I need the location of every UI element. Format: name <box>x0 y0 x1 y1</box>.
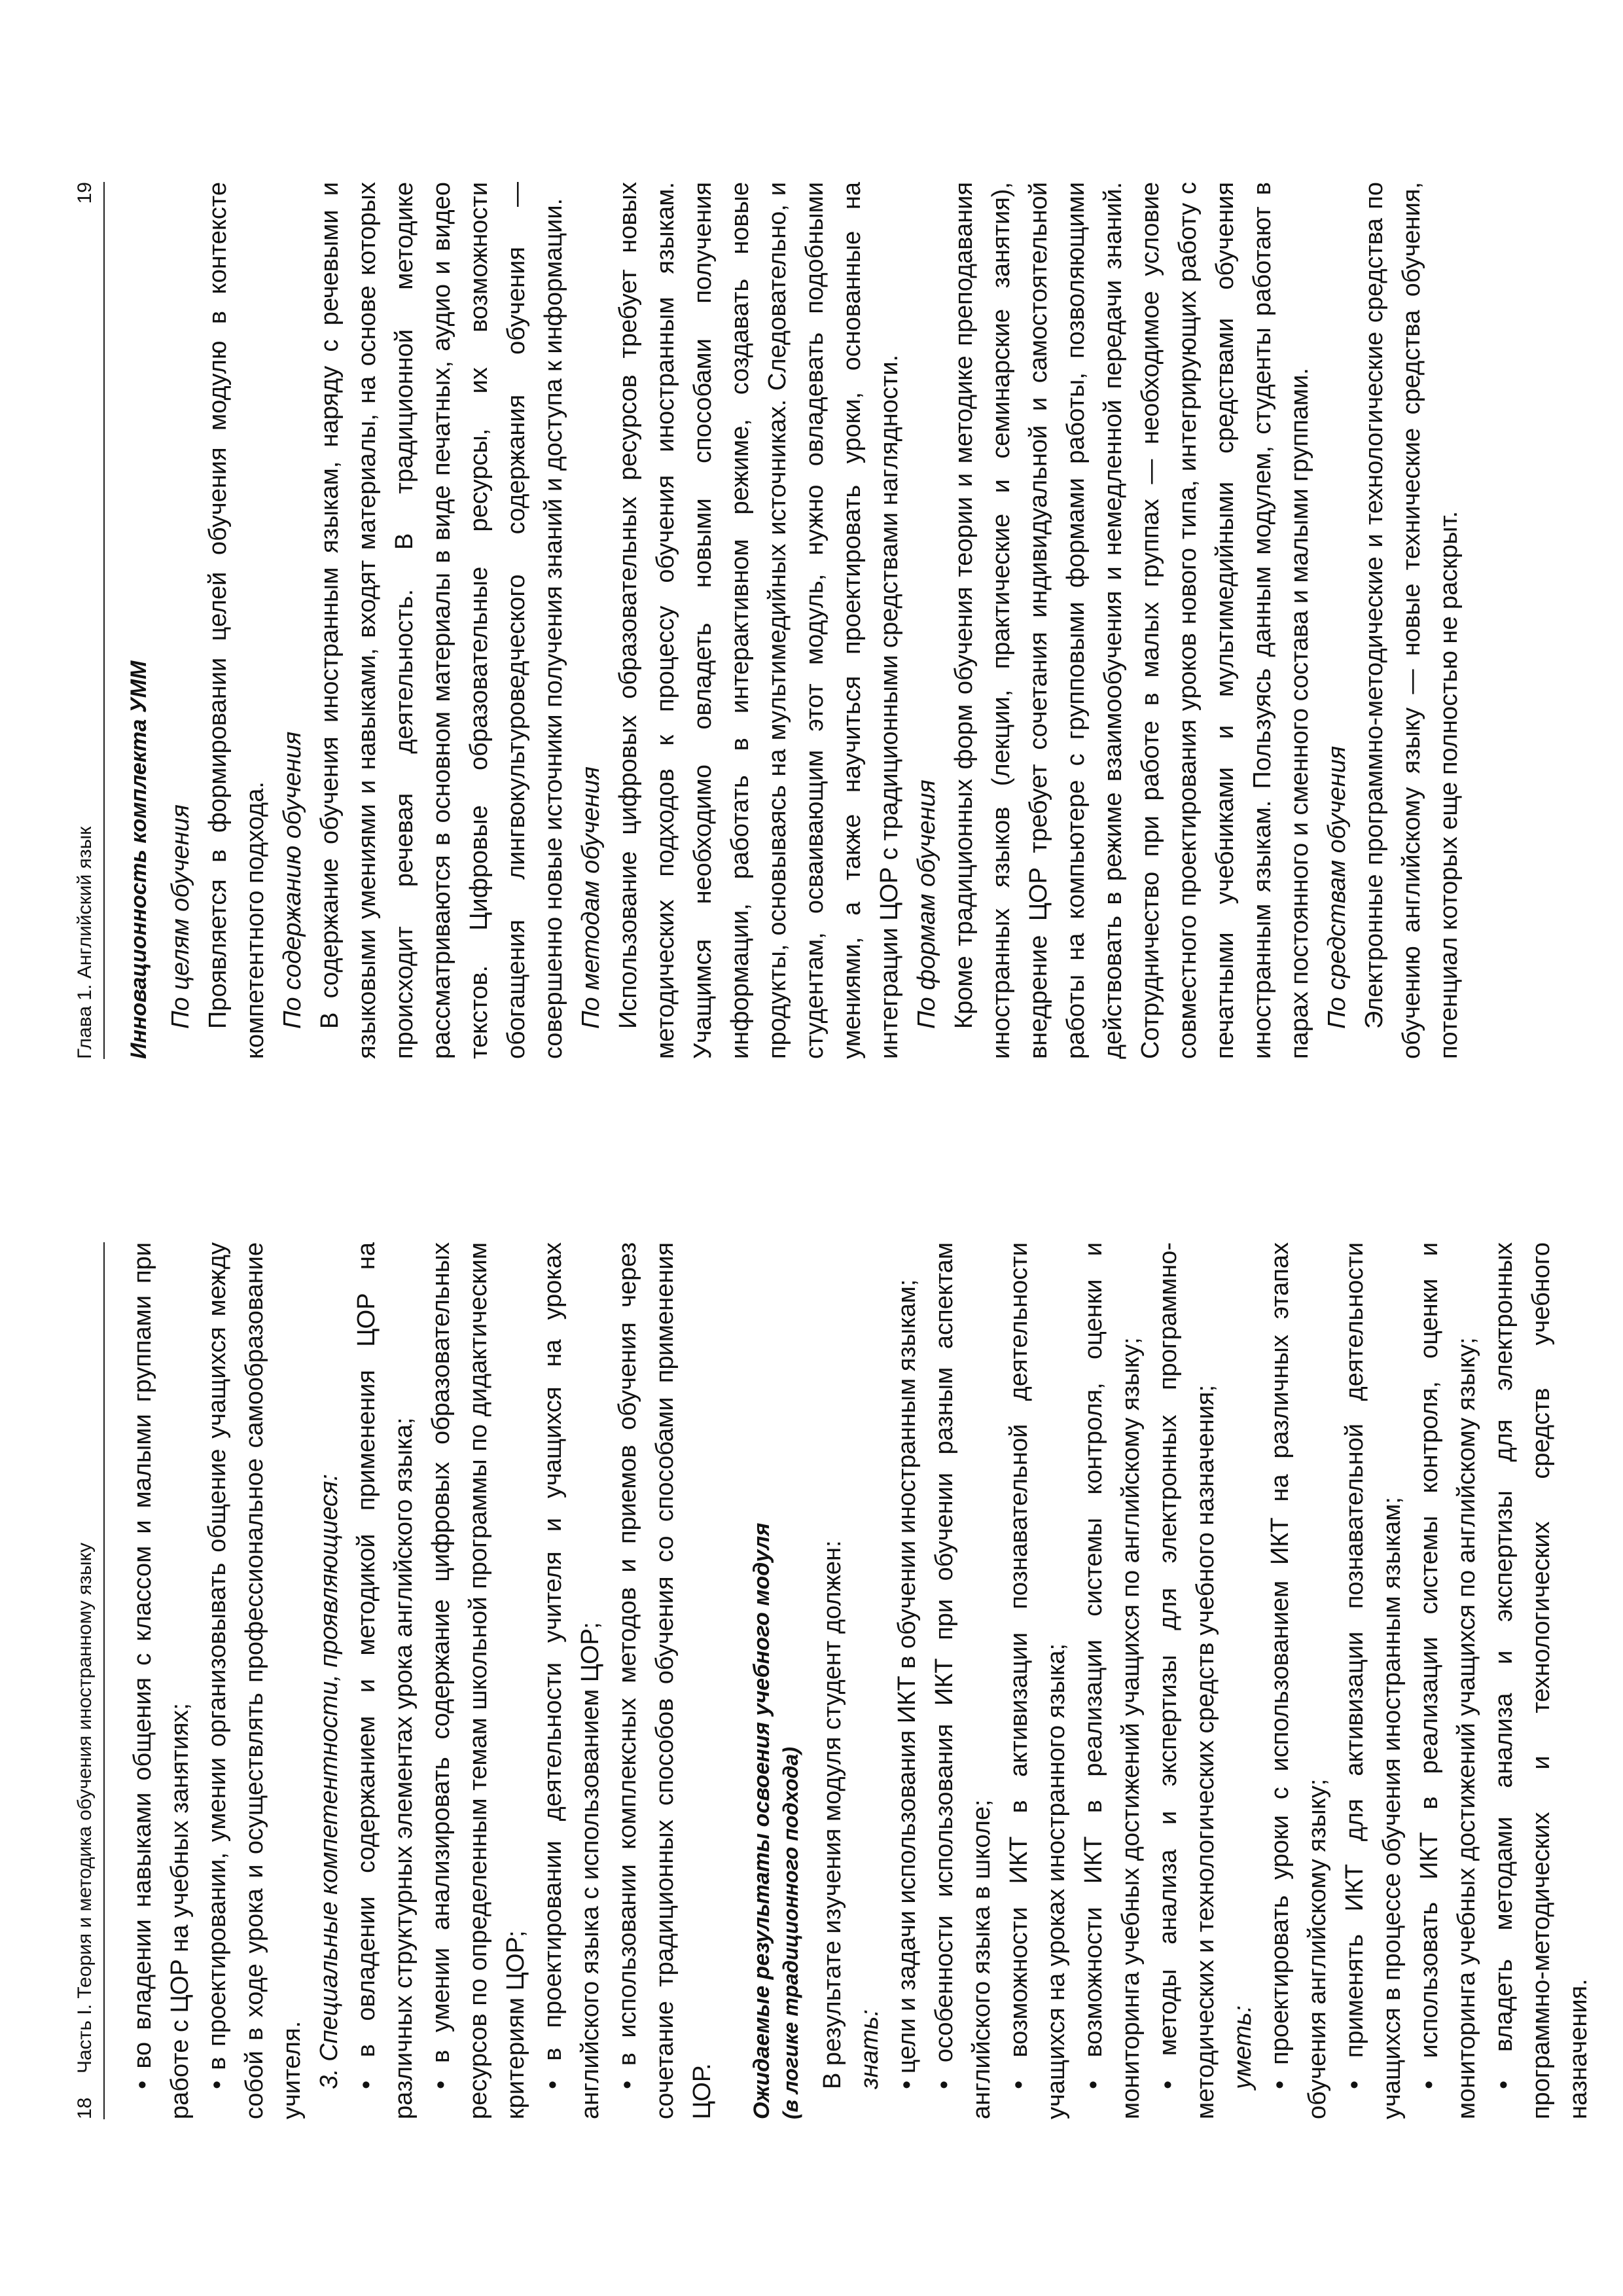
paragraph: • в проектировании деятельности учителя и учащихся на уроках английского языка с использованием ЦОР; <box>539 1242 604 2119</box>
paragraph: Использование цифровых образовательных ресурсов требует новых методических подходов к процессу обучения иностранным языкам. Учащимся необходимо овладеть новыми способами получения информации, работать в интерактивном режиме, создавать новые продукты, основываясь на мультимедийных источниках. Следовательно, и студентам, осваивающим этот модуль, нужно овладевать подобными умениями, а также научиться проектировать уроки, основанные на интеграции ЦОР с традиционными средствами наглядности. <box>615 182 903 1059</box>
paragraph: По методам обучения <box>577 766 605 1029</box>
paragraph: Проявляется в формировании целей обучения модулю в контексте компетентного подхода. <box>204 182 269 1059</box>
paragraph: По целям обучения <box>167 804 194 1029</box>
paragraph: • цели и задачи использования ИКТ в обучении иностранным языкам; <box>893 1279 921 2089</box>
paragraph: Электронные программно-методические и технологические средства по обучению английскому языку — новые технические средства обучения, потенциал которых еще полностью не раскрыт. <box>1361 182 1463 1059</box>
paragraph: • применять ИКТ для активизации познавательной деятельности учащихся в процессе обучения иностранным языкам; <box>1341 1242 1406 2119</box>
page-header-left <box>72 1242 105 2119</box>
page-header-right <box>72 182 105 1059</box>
paragraph: • возможности ИКТ в реализации системы контроля, оценки и мониторинга учебных достижений учащихся по английскому языку; <box>1080 1242 1145 2119</box>
paragraph: • во владении навыками общения с классом и малыми группами при работе с ЦОР на учебных занятиях; <box>129 1242 194 2119</box>
paragraph: уметь: <box>1229 2005 1257 2089</box>
page-number-right: 19 <box>74 182 96 204</box>
section-subheading: (в логике традиционного подхода) <box>779 1747 802 2119</box>
paragraph: знать: <box>856 2009 883 2089</box>
paragraph: 3. Специальные компетентности, проявляющиеся: <box>315 1474 343 2089</box>
paragraph: В результате изучения модуля студент должен: <box>819 1540 846 2089</box>
paragraph: • методы анализа и экспертизы для электронных программно-методических и технологических средств учебного назначения; <box>1154 1242 1219 2119</box>
page-left <box>0 1242 1623 2119</box>
paragraph: • особенности использования ИКТ при обучении разным аспектам английского языка в школе; <box>931 1242 995 2119</box>
running-header-left: Часть I. Теория и методика обучения иностранному языку <box>74 1542 96 2073</box>
paragraph: По содержанию обучения <box>279 731 306 1029</box>
paragraph: • проектировать уроки с использованием ИКТ на различных этапах обучения английскому языку; <box>1266 1242 1331 2119</box>
paragraph: • в проектировании, умении организовывать общение учащихся между собой в ходе урока и осуществлять профессиональное самообразование учителя. <box>204 1242 306 2119</box>
paragraph: • в овладении содержанием и методикой применения ЦОР на различных структурных элементах урока английского языка; <box>353 1242 418 2119</box>
paragraph: По средствам обучения <box>1323 745 1351 1029</box>
page-body-right <box>124 182 1468 1059</box>
paragraph: • владеть методами анализа и экспертизы для электронных программно-методических и технологических средств учебного назначения. <box>1490 1242 1592 2119</box>
paragraph: • в умении анализировать содержание цифровых образовательных ресурсов по определенным темам школьной программы по дидактическим критериям ЦОР; <box>427 1242 529 2119</box>
page-body-left <box>124 1242 1597 2119</box>
paragraph: Кроме традиционных форм обучения теории и методике преподавания иностранных языков (лекции, практические и семинарские занятия), внедрение ЦОР требует сочетания индивидуальной и самостоятельной работы на компьютере с групповыми формами работы, позволяющими действовать в режиме взаимообучения и немедленной передачи знаний. Сотрудничество при работе в малых группах — необходимое условие совместного проектирования уроков нового типа, интегрирующих работу с печатными учебниками и мультимедийными средствами обучения иностранным языкам. Пользуясь данным модулем, студенты работают в парах постоянного и сменного состава и малыми группами. <box>950 182 1313 1059</box>
paragraph: • в использовании комплексных методов и приемов обучения через сочетание традиционных способов обучения со способами применения ЦОР. <box>614 1242 716 2119</box>
paragraph: В содержание обучения иностранным языкам, наряду с речевыми и языковыми умениями и навыками, входят материалы, на основе которых происходит речевая деятельность. В традиционной методике рассматриваются в основном материалы в виде печатных, аудио и видео текстов. Цифровые образовательные ресурсы, их возможности обогащения лингвокультуроведческого содержания обучения — совершенно новые источники получения знаний и доступа к информации. <box>316 182 567 1059</box>
paragraph: • возможности ИКТ в активизации познавательной деятельности учащихся на уроках иностранного языка; <box>1005 1242 1070 2119</box>
section-heading: Инновационность комплекта УММ <box>126 660 151 1059</box>
page-right <box>0 182 1623 1059</box>
section-heading: Ожидаемые результаты освоения учебного модуля <box>749 1522 774 2119</box>
paragraph: По формам обучения <box>913 780 940 1029</box>
paragraph: • использовать ИКТ в реализации системы контроля, оценки и мониторинга учебных достижений учащихся по английскому языку; <box>1416 1242 1480 2119</box>
page-number-left: 18 <box>74 2097 96 2119</box>
running-header-right: Глава 1. Английский язык <box>74 826 96 1059</box>
